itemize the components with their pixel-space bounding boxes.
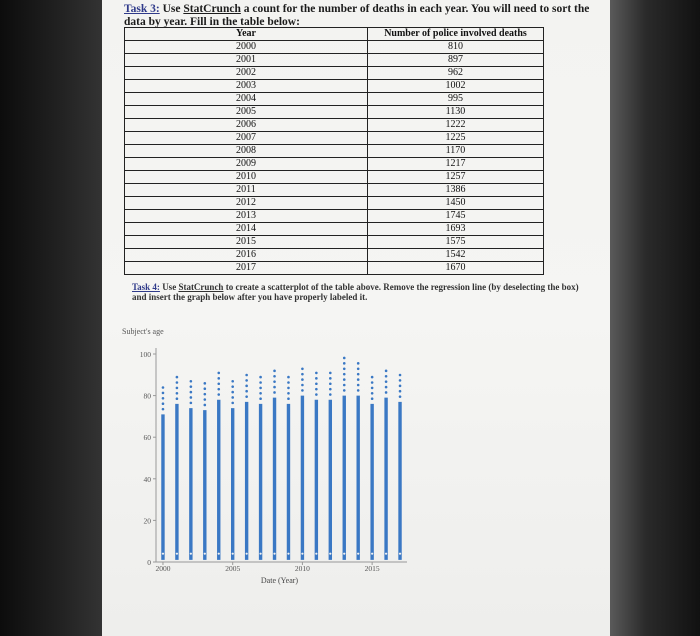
- task3-instructions: Task 3: Use StatCrunch a count for the number of deaths in each year. You will need to sort the data by year. Fill in the table below:: [124, 3, 590, 28]
- data-point: [315, 388, 318, 391]
- data-point: [399, 390, 402, 393]
- data-point: [343, 378, 346, 381]
- data-point: [329, 382, 332, 385]
- year-cell: 2006: [125, 119, 368, 132]
- table-row: [125, 249, 544, 262]
- data-point: [176, 397, 179, 400]
- data-point-gap: [204, 553, 206, 555]
- data-point: [385, 375, 388, 378]
- deaths-cell: 962: [368, 67, 544, 80]
- data-point: [162, 392, 165, 395]
- data-point: [217, 382, 220, 385]
- data-point: [343, 373, 346, 376]
- data-point: [190, 402, 193, 405]
- data-point: [287, 392, 290, 395]
- data-point: [385, 386, 388, 389]
- data-point-gap: [232, 553, 234, 555]
- data-point: [176, 376, 179, 379]
- data-point: [245, 385, 248, 388]
- deaths-cell: 1450: [368, 197, 544, 210]
- data-point: [287, 381, 290, 384]
- data-point: [399, 385, 402, 388]
- data-point: [371, 387, 374, 390]
- data-point: [371, 381, 374, 384]
- background-left: [0, 0, 102, 636]
- table-row: [125, 93, 544, 106]
- task4-label: Task 4:: [132, 282, 160, 292]
- data-point: [371, 392, 374, 395]
- data-point: [231, 402, 234, 405]
- data-point: [190, 396, 193, 399]
- data-point: [343, 389, 346, 392]
- deaths-cell: 1002: [368, 80, 544, 93]
- data-point: [190, 391, 193, 394]
- year-cell: 2013: [125, 210, 368, 223]
- data-point: [301, 389, 304, 392]
- task3-label: Task 3:: [124, 3, 160, 15]
- data-point: [371, 376, 374, 379]
- data-point: [217, 393, 220, 396]
- data-point: [343, 384, 346, 387]
- data-point: [315, 372, 318, 375]
- data-point-gap: [301, 553, 303, 555]
- data-point: [273, 380, 276, 383]
- deaths-cell: 1670: [368, 262, 544, 275]
- data-point: [259, 397, 262, 400]
- x-tick-label: 2015: [364, 564, 380, 573]
- year-cell: 2017: [125, 262, 368, 275]
- data-point: [162, 402, 165, 405]
- scatterplot-chart: [102, 318, 422, 593]
- data-point: [204, 393, 207, 396]
- data-point-gap: [287, 553, 289, 555]
- y-tick-label: 60: [143, 433, 151, 443]
- data-point-gap: [218, 553, 220, 555]
- deaths-cell: 1257: [368, 171, 544, 184]
- data-point-gap: [343, 553, 345, 555]
- y-tick-label: 0: [147, 558, 151, 567]
- data-point: [357, 367, 360, 370]
- table-header-row: [125, 28, 544, 41]
- data-point: [357, 373, 360, 376]
- data-point: [162, 408, 165, 411]
- data-point: [357, 362, 360, 365]
- data-point: [273, 375, 276, 378]
- data-point: [231, 385, 234, 388]
- data-point-gap: [246, 553, 248, 555]
- table-row: [125, 145, 544, 158]
- table-row: [125, 132, 544, 145]
- table-row: [125, 210, 544, 223]
- year-cell: 2007: [125, 132, 368, 145]
- deaths-cell: 1130: [368, 106, 544, 119]
- y-tick-label: 20: [143, 516, 151, 526]
- data-point: [287, 376, 290, 379]
- data-point: [245, 395, 248, 398]
- data-point: [176, 381, 179, 384]
- data-point: [357, 378, 360, 381]
- x-tick-label: 2010: [294, 564, 310, 573]
- data-point: [343, 357, 346, 360]
- data-point: [385, 370, 388, 373]
- column-header-year: Year: [125, 28, 368, 41]
- data-point: [287, 397, 290, 400]
- data-point: [162, 386, 165, 389]
- data-point: [315, 382, 318, 385]
- data-point-gap: [176, 553, 178, 555]
- year-cell: 2005: [125, 106, 368, 119]
- deaths-cell: 1386: [368, 184, 544, 197]
- data-point: [273, 370, 276, 373]
- year-cell: 2011: [125, 184, 368, 197]
- x-tick-label: 2000: [155, 564, 171, 573]
- data-point: [357, 389, 360, 392]
- deaths-table: [124, 27, 544, 275]
- data-point-gap: [385, 553, 387, 555]
- data-point: [301, 384, 304, 387]
- statcrunch-link[interactable]: StatCrunch: [178, 282, 224, 292]
- data-point: [245, 379, 248, 382]
- x-axis-label: Date (Year): [260, 576, 299, 585]
- table-row: [125, 119, 544, 132]
- deaths-cell: 1693: [368, 223, 544, 236]
- data-point: [259, 376, 262, 379]
- table-row: [125, 223, 544, 236]
- year-cell: 2001: [125, 54, 368, 67]
- deaths-cell: 810: [368, 41, 544, 54]
- data-point-gap: [259, 553, 261, 555]
- year-cell: 2012: [125, 197, 368, 210]
- data-point: [176, 387, 179, 390]
- data-point: [217, 377, 220, 380]
- data-point: [259, 392, 262, 395]
- y-tick-label: 40: [143, 474, 151, 484]
- data-point: [245, 390, 248, 393]
- deaths-cell: 1542: [368, 249, 544, 262]
- data-point: [245, 374, 248, 377]
- task4-instructions: Task 4: Use StatCrunch to create a scatterplot of the table above. Remove the regression line (by deselecting the box) and insert the graph below after you have properly labeled it.: [132, 282, 579, 303]
- data-point-gap: [273, 553, 275, 555]
- table-row: [125, 80, 544, 93]
- year-cell: 2008: [125, 145, 368, 158]
- data-point: [204, 382, 207, 385]
- table-row: [125, 171, 544, 184]
- data-point: [343, 362, 346, 365]
- data-point: [217, 388, 220, 391]
- data-point: [315, 393, 318, 396]
- data-point: [231, 380, 234, 383]
- deaths-cell: 1225: [368, 132, 544, 145]
- data-point-gap: [190, 553, 192, 555]
- data-point: [301, 378, 304, 381]
- data-point: [273, 386, 276, 389]
- deaths-cell: 1745: [368, 210, 544, 223]
- table-row: [125, 158, 544, 171]
- data-point: [329, 388, 332, 391]
- data-point: [329, 393, 332, 396]
- table-row: [125, 106, 544, 119]
- table-row: [125, 67, 544, 80]
- data-point-gap: [371, 553, 373, 555]
- data-point-gap: [329, 553, 331, 555]
- y-tick-label: 100: [139, 350, 151, 359]
- data-point: [287, 387, 290, 390]
- table-row: [125, 54, 544, 67]
- data-point: [385, 380, 388, 383]
- data-point: [259, 381, 262, 384]
- data-point-gap: [315, 553, 317, 555]
- background-right: [610, 0, 700, 636]
- data-point: [231, 391, 234, 394]
- data-point: [329, 377, 332, 380]
- year-cell: 2010: [125, 171, 368, 184]
- table-row: [125, 184, 544, 197]
- table-row: [125, 262, 544, 275]
- data-point: [176, 392, 179, 395]
- data-point: [273, 391, 276, 394]
- data-point-gap: [357, 553, 359, 555]
- data-point: [385, 391, 388, 394]
- table-row: [125, 197, 544, 210]
- data-point: [259, 387, 262, 390]
- year-cell: 2014: [125, 223, 368, 236]
- year-cell: 2004: [125, 93, 368, 106]
- table-row: [125, 236, 544, 249]
- deaths-cell: 1222: [368, 119, 544, 132]
- deaths-cell: 1575: [368, 236, 544, 249]
- year-cell: 2003: [125, 80, 368, 93]
- y-tick-label: 80: [143, 391, 151, 401]
- data-point: [329, 372, 332, 375]
- column-header-deaths: Number of police involved deaths: [368, 28, 544, 41]
- table-row: [125, 41, 544, 54]
- data-point: [217, 372, 220, 375]
- deaths-cell: 1170: [368, 145, 544, 158]
- year-cell: 2009: [125, 158, 368, 171]
- data-point: [190, 385, 193, 388]
- deaths-cell: 1217: [368, 158, 544, 171]
- deaths-cell: 897: [368, 54, 544, 67]
- year-cell: 2015: [125, 236, 368, 249]
- data-point: [315, 377, 318, 380]
- data-point: [371, 397, 374, 400]
- data-point: [357, 384, 360, 387]
- data-point: [399, 395, 402, 398]
- data-point: [162, 397, 165, 400]
- data-point: [301, 367, 304, 370]
- y-axis-label: Subject's age: [122, 327, 164, 336]
- data-point: [190, 380, 193, 383]
- data-point: [399, 374, 402, 377]
- data-point-gap: [162, 553, 164, 555]
- year-cell: 2002: [125, 67, 368, 80]
- year-cell: 2000: [125, 41, 368, 54]
- data-point: [204, 398, 207, 401]
- data-point: [343, 367, 346, 370]
- data-point: [204, 404, 207, 407]
- data-point: [231, 396, 234, 399]
- statcrunch-link[interactable]: StatCrunch: [183, 3, 241, 15]
- year-cell: 2016: [125, 249, 368, 262]
- data-point: [301, 373, 304, 376]
- data-point: [399, 379, 402, 382]
- data-point-gap: [399, 553, 401, 555]
- data-point: [204, 387, 207, 390]
- deaths-cell: 995: [368, 93, 544, 106]
- x-tick-label: 2005: [225, 564, 241, 573]
